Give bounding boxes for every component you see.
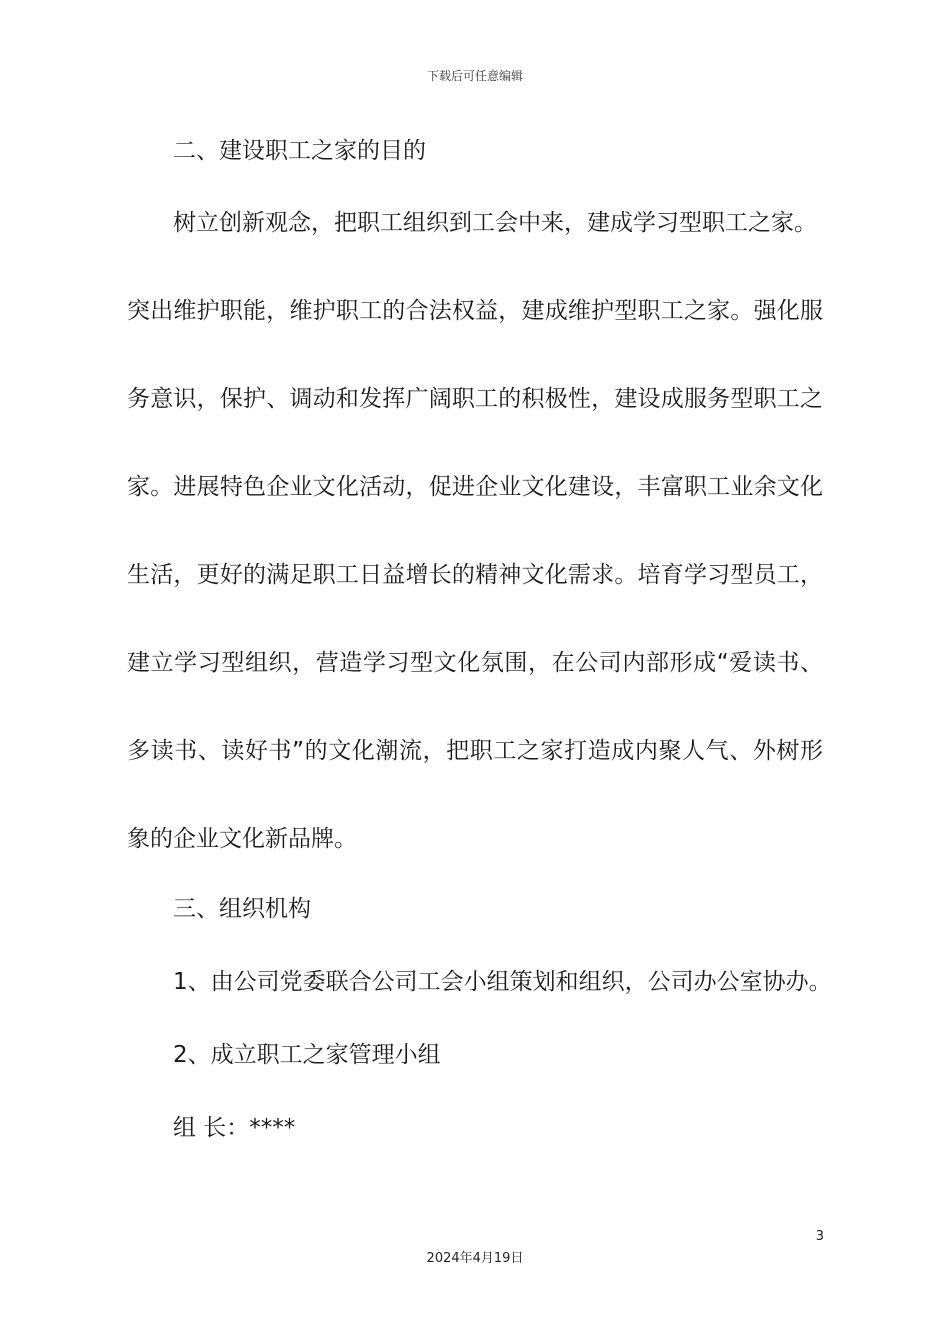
paragraph-line: 家。进展特色企业文化活动，促进企业文化建设，丰富职工业余文化 xyxy=(127,474,823,500)
footer-date: 2024年4月19日 xyxy=(426,1251,524,1266)
section-heading-3: 三、组织机构 xyxy=(173,896,311,922)
paragraph-line: 务意识，保护、调动和发挥广阔职工的积极性，建设成服务型职工之 xyxy=(127,386,823,412)
document-body xyxy=(127,134,832,1146)
paragraph-line: 突出维护职能，维护职工的合法权益，建成维护型职工之家。强化服 xyxy=(127,298,823,324)
paragraph-purpose xyxy=(127,206,823,857)
leader-line: 组 长：**** xyxy=(173,1115,296,1141)
list-item-2: 2、成立职工之家管理小组 xyxy=(173,1042,441,1068)
paragraph-line: 多读书、读好书”的文化潮流，把职工之家打造成内聚人气、外树形 xyxy=(127,738,823,764)
paragraph-line: 建立学习型组织，营造学习型文化氛围，在公司内部形成“爱读书、 xyxy=(127,650,823,676)
paragraph-line: 树立创新观念，把职工组织到工会中来，建成学习型职工之家。 xyxy=(173,210,817,236)
page-number: 3 xyxy=(815,1229,824,1244)
paragraph-line: 生活，更好的满足职工日益增长的精神文化需求。培育学习型员工， xyxy=(127,562,823,588)
section-heading-2: 二、建设职工之家的目的 xyxy=(173,138,426,164)
page-header: 下载后可任意编辑 xyxy=(426,69,523,83)
paragraph-line: 象的企业文化新品牌。 xyxy=(127,826,357,852)
list-item-1: 1、由公司党委联合公司工会小组策划和组织，公司办公室协办。 xyxy=(173,969,832,995)
